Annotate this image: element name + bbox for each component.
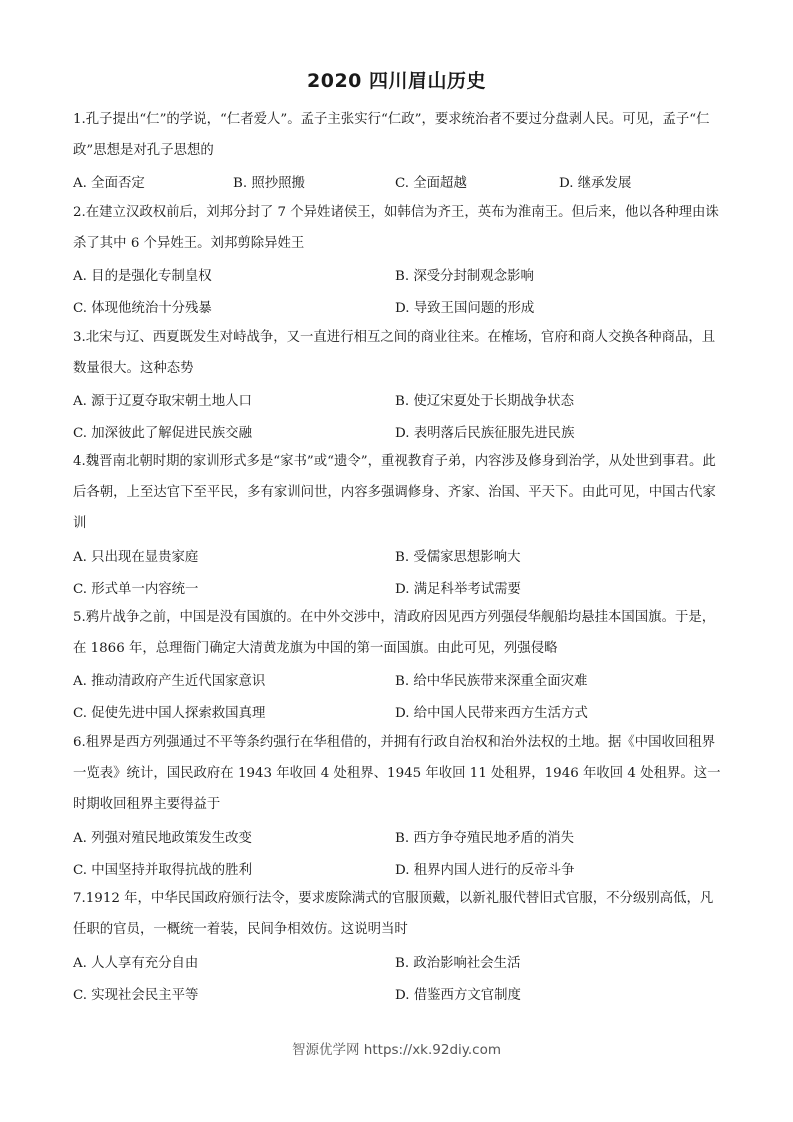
page-title: 2020 四川眉山历史 <box>307 70 486 92</box>
question-1-option-c[interactable]: C. 全面超越 <box>395 176 467 191</box>
question-5-option-a[interactable]: A. 推动清政府产生近代国家意识 <box>73 674 266 689</box>
question-6-option-d[interactable]: D. 租界内国人进行的反帝斗争 <box>395 863 575 878</box>
question-2-option-b[interactable]: B. 深受分封制观念影响 <box>395 269 534 284</box>
question-5-option-d[interactable]: D. 给中国人民带来西方生活方式 <box>395 706 588 721</box>
question-7-option-a[interactable]: A. 人人享有充分自由 <box>73 956 199 971</box>
question-2-stem: 2.在建立汉政权前后，刘邦分封了 7 个异姓诸侯王，如韩信为齐王，英布为淮南王。但后来，他以各种理由诛杀了其中 6 个异姓王。刘邦剪除异姓王 <box>73 205 719 251</box>
question-7-stem: 7.1912 年，中华民国政府颁行法令，要求废除满式的官服顶戴，以新礼服代替旧式官服，不分级别高低，凡任职的官员，一概统一着装，民间争相效仿。这说明当时 <box>73 891 714 937</box>
question-2-option-d[interactable]: D. 导致王国问题的形成 <box>395 301 535 316</box>
question-3-option-a[interactable]: A. 源于辽夏夺取宋朝土地人口 <box>73 394 252 409</box>
question-7-option-b[interactable]: B. 政治影响社会生活 <box>395 956 521 971</box>
question-4-option-a[interactable]: A. 只出现在显贵家庭 <box>73 550 199 565</box>
question-6-option-b[interactable]: B. 西方争夺殖民地矛盾的消失 <box>395 831 575 846</box>
question-6-stem: 6.租界是西方列强通过不平等条约强行在华租借的，并拥有行政自治权和治外法权的土地。据《中国收回租界一览表》统计，国民政府在 1943 年收回 4 处租界、1945 年收回 11 处租界，1946 年收回 4 处租界。这一时期收回租界主要得益于 <box>73 735 721 812</box>
question-3-option-c[interactable]: C. 加深彼此了解促进民族交融 <box>73 426 252 441</box>
question-1-option-d[interactable]: D. 继承发展 <box>559 176 632 191</box>
question-4-option-d[interactable]: D. 满足科举考试需要 <box>395 582 521 597</box>
question-7-option-c[interactable]: C. 实现社会民主平等 <box>73 988 199 1003</box>
question-1-option-a[interactable]: A. 全面否定 <box>73 176 145 191</box>
question-2-option-c[interactable]: C. 体现他统治十分残暴 <box>73 301 212 316</box>
question-4-stem: 4.魏晋南北朝时期的家训形式多是“家书”或“遗令”，重视教育子弟，内容涉及修身到治学，从处世到事君。此后各朝，上至达官下至平民，多有家训问世，内容多强调修身、齐家、治国、平天下。由此可见，中国古代家训 <box>73 454 716 531</box>
question-2-option-a[interactable]: A. 目的是强化专制皇权 <box>73 269 212 284</box>
question-4-option-c[interactable]: C. 形式单一内容统一 <box>73 582 199 597</box>
question-6-option-a[interactable]: A. 列强对殖民地政策发生改变 <box>73 831 252 846</box>
question-6-option-c[interactable]: C. 中国坚持并取得抗战的胜利 <box>73 863 252 878</box>
question-3-option-b[interactable]: B. 使辽宋夏处于长期战争状态 <box>395 394 575 409</box>
question-5-stem: 5.鸦片战争之前，中国是没有国旗的。在中外交涉中，清政府因见西方列强侵华舰船均悬挂本国国旗。于是，在 1866 年，总理衙门确定大清黄龙旗为中国的第一面国旗。由此可见，列强侵略 <box>73 610 716 656</box>
question-3-option-d[interactable]: D. 表明落后民族征服先进民族 <box>395 426 575 441</box>
question-3-stem: 3.北宋与辽、西夏既发生对峙战争，又一直进行相互之间的商业往来。在榷场，官府和商人交换各种商品，且数量很大。这种态势 <box>73 330 716 376</box>
question-1-option-b[interactable]: B. 照抄照搬 <box>233 176 305 191</box>
question-1-stem: 1.孔子提出“仁”的学说，“仁者爱人”。孟子主张实行“仁政”，要求统治者不要过分盘剥人民。可见，孟子“仁政”思想是对孔子思想的 <box>73 112 710 158</box>
question-5-option-c[interactable]: C. 促使先进中国人探索救国真理 <box>73 706 266 721</box>
question-7-option-d[interactable]: D. 借鉴西方文官制度 <box>395 988 521 1003</box>
footer-watermark: 智源优学网 https://xk.92diy.com <box>292 1042 501 1058</box>
question-5-option-b[interactable]: B. 给中华民族带来深重全面灾难 <box>395 674 588 689</box>
question-4-option-b[interactable]: B. 受儒家思想影响大 <box>395 550 521 565</box>
